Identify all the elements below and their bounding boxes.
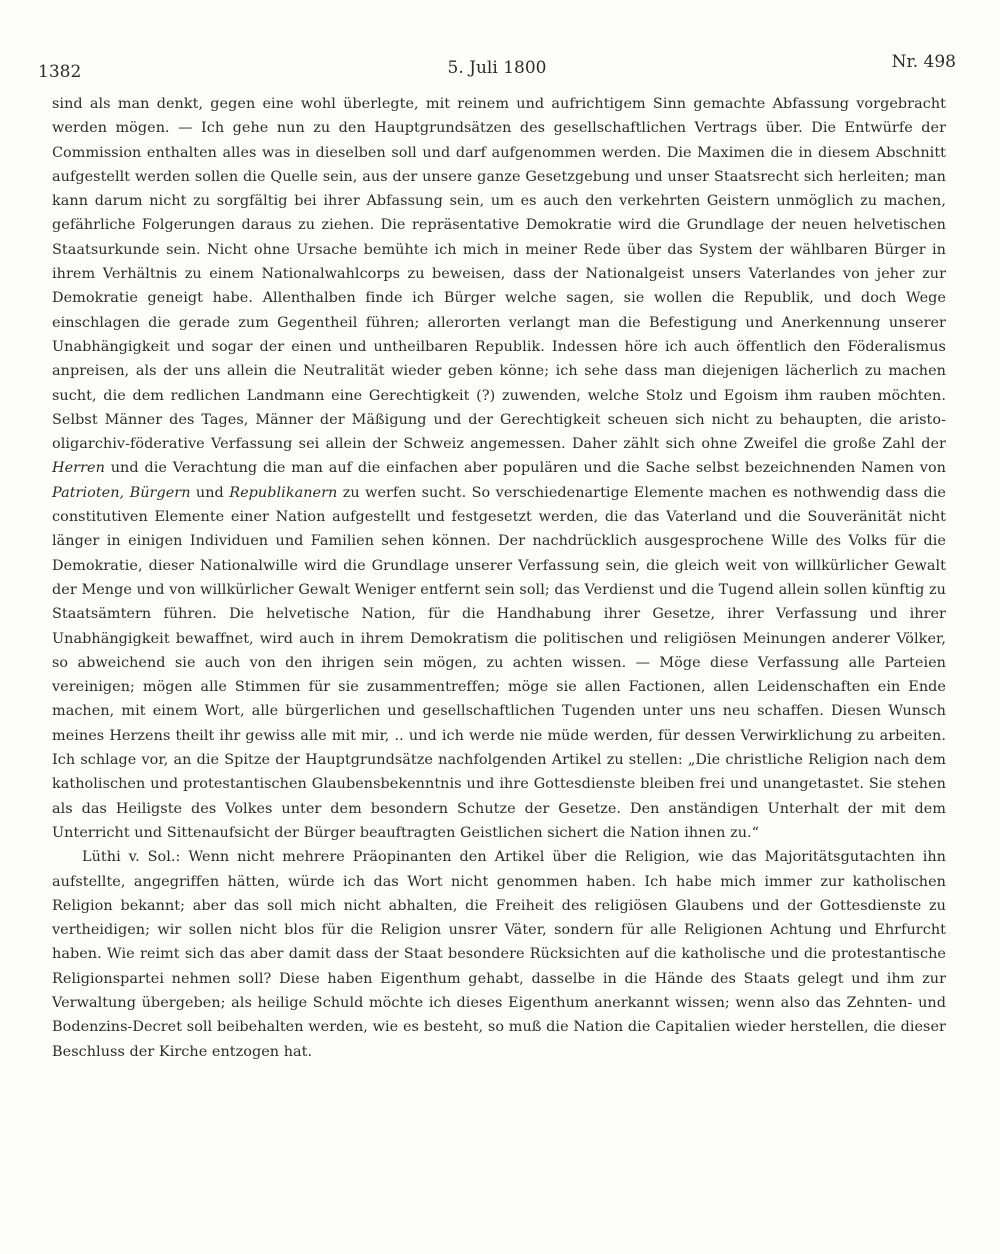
text-segment: Lüthi v. Sol.: Wenn nicht mehrere Präopinanten den Artikel über die Religion, wie das Majoritätsgutachten ihn aufstellte, angegriffen hätten, würde ich das Wort nicht genommen haben. Ich habe mich immer zur katholischen Religion bekannt; aber das soll mich nicht abhalten, die Freiheit des religiösen Glaubens und der Gottesdienste zu vertheidigen; wir sollen nicht blos für die Religion unsrer Väter, sondern für alle Religionen Achtung und Ehrfurcht haben. Wie reimt sich das aber damit dass der Staat besondere Rücksichten auf die katholische und die protestantische Religionspartei nehmen soll? Diese haben Eigenthum gehabt, dasselbe in die Hände des Staats gelegt und ihm zur Verwaltung übergeben; als heilige Schuld möchte ich dieses Eigenthum anerkannt wissen; wenn also das Zehnten- und Bodenzins-Decret soll beibehalten werden, wie es besteht, so muß die Nation die Capitalien wieder herstellen, die dieser Beschluss der Kirche entzogen hat. (52, 849, 946, 1060)
paragraph (52, 92, 946, 845)
text-segment: sind als man denkt, gegen eine wohl überlegte, mit reinem und aufrichtigem Sinn gemachte Abfassung vorgebracht werden mögen. — Ich gehe nun zu den Hauptgrundsätzen des gesellschaftlichen Vertrags über. Die Entwürfe der Commission enthalten alles was in dieselben soll und darf aufgenommen werden. Die Maximen die in diesem Abschnitt aufgestellt werden sollen die Quelle sein, aus der unsere ganze Gesetzgebung und unser Staatsrecht sich herleiten; man kann darum nicht zu sorgfältig bei ihrer Abfassung sein, um es auch den verkehrten Geistern unmöglich zu machen, gefährliche Folgerungen daraus zu ziehen. Die repräsentative Demokratie wird die Grundlage der neuen helvetischen Staatsurkunde sein. Nicht ohne Ursache bemühte ich mich in meiner Rede über das System der wählbaren Bürger in ihrem Verhältnis zu einem Nationalwahlcorps zu beweisen, dass der Nationalgeist unsers Vaterlandes von jeher zur Demokratie geneigt habe. Allenthalben finde ich Bürger welche sagen, sie wollen die Republik, und doch Wege einschlagen die gerade zum Gegentheil führen; allerorten verlangt man die Befestigung und Anerkennung unserer Unabhängigkeit und sogar der einen und untheilbaren Republik. Indessen höre ich auch öffentlich den Föderalismus anpreisen, als der uns allein die Neutralität wieder geben könne; ich sehe dass man diejenigen lächerlich zu machen sucht, die dem redlichen Landmann eine Gerechtigkeit (?) zuwenden, welche Stolz und Egoism ihm rauben möchten. Selbst Männer des Tages, Männer der Mäßigung und der Gerechtigkeit scheuen sich nicht zu behaupten, die aristo-oligarchiv-föderative Verfassung sei allein der Schweiz angemessen. Daher zählt sich ohne Zweifel die große Zahl der (52, 96, 946, 453)
text-segment-italic: Patrioten, Bürgern (52, 484, 191, 501)
body-text (52, 92, 946, 1064)
document-number: Nr. 498 (891, 52, 956, 72)
text-segment: und die Verachtung die man auf die einfachen aber populären und die Sache selbst bezeichnenden Namen von (104, 460, 946, 477)
header-date: 5. Juli 1800 (447, 58, 547, 78)
page-header (38, 52, 956, 88)
page-number: 1382 (38, 62, 82, 82)
text-segment-italic: Republikanern (229, 484, 338, 501)
text-segment-italic: Herren (52, 460, 105, 477)
text-segment: und (190, 484, 230, 501)
text-segment: zu werfen sucht. So verschiedenartige Elemente machen es nothwendig dass die constitutiven Elemente einer Nation aufgestellt und festgesetzt werden, die das Vaterland und die Souveränität nicht länger in einigen Individuen und Familien sehen können. Der nachdrücklich ausgesprochene Wille des Volks für die Demokratie, dieser Nationalwille wird die Grundlage unserer Verfassung sein, die gleich weit von willkürlicher Gewalt der Menge und von willkürlicher Gewalt Weniger entfernt sein soll; das Verdienst und die Tugend allein sollen künftig zu Staatsämtern führen. Die helvetische Nation, für die Handhabung ihrer Gesetze, ihrer Verfassung und ihrer Unabhängigkeit bewaffnet, wird auch in ihrem Demokratism die politischen und religiösen Meinungen anderer Völker, so abweichend sie auch von den ihrigen sein mögen, zu achten wissen. — Möge diese Verfassung alle Parteien vereinigen; mögen alle Stimmen für sie zusammentreffen; möge sie allen Factionen, allen Leidenschaften ein Ende machen, mit einem Wort, alle bürgerlichen und gesellschaftlichen Tugenden unter uns neu schaffen. Diesen Wunsch meines Herzens theilt ihr gewiss alle mit mir, .. und ich werde nie müde werden, für dessen Verwirklichung zu arbeiten. Ich schlage vor, an die Spitze der Hauptgrundsätze nachfolgenden Artikel zu stellen: „Die christliche Religion nach dem katholischen und protestantischen Glaubensbekenntnis und ihre Gottesdienste bleiben frei und unangetastet. Sie stehen als das Heiligste des Volkes unter dem besondern Schutze der Gesetze. Den anständigen Unterhalt der mit dem Unterricht und Sittenaufsicht der Bürger beauftragten Geistlichen sichert die Nation ihnen zu.“ (52, 484, 946, 841)
paragraph (52, 845, 946, 1064)
